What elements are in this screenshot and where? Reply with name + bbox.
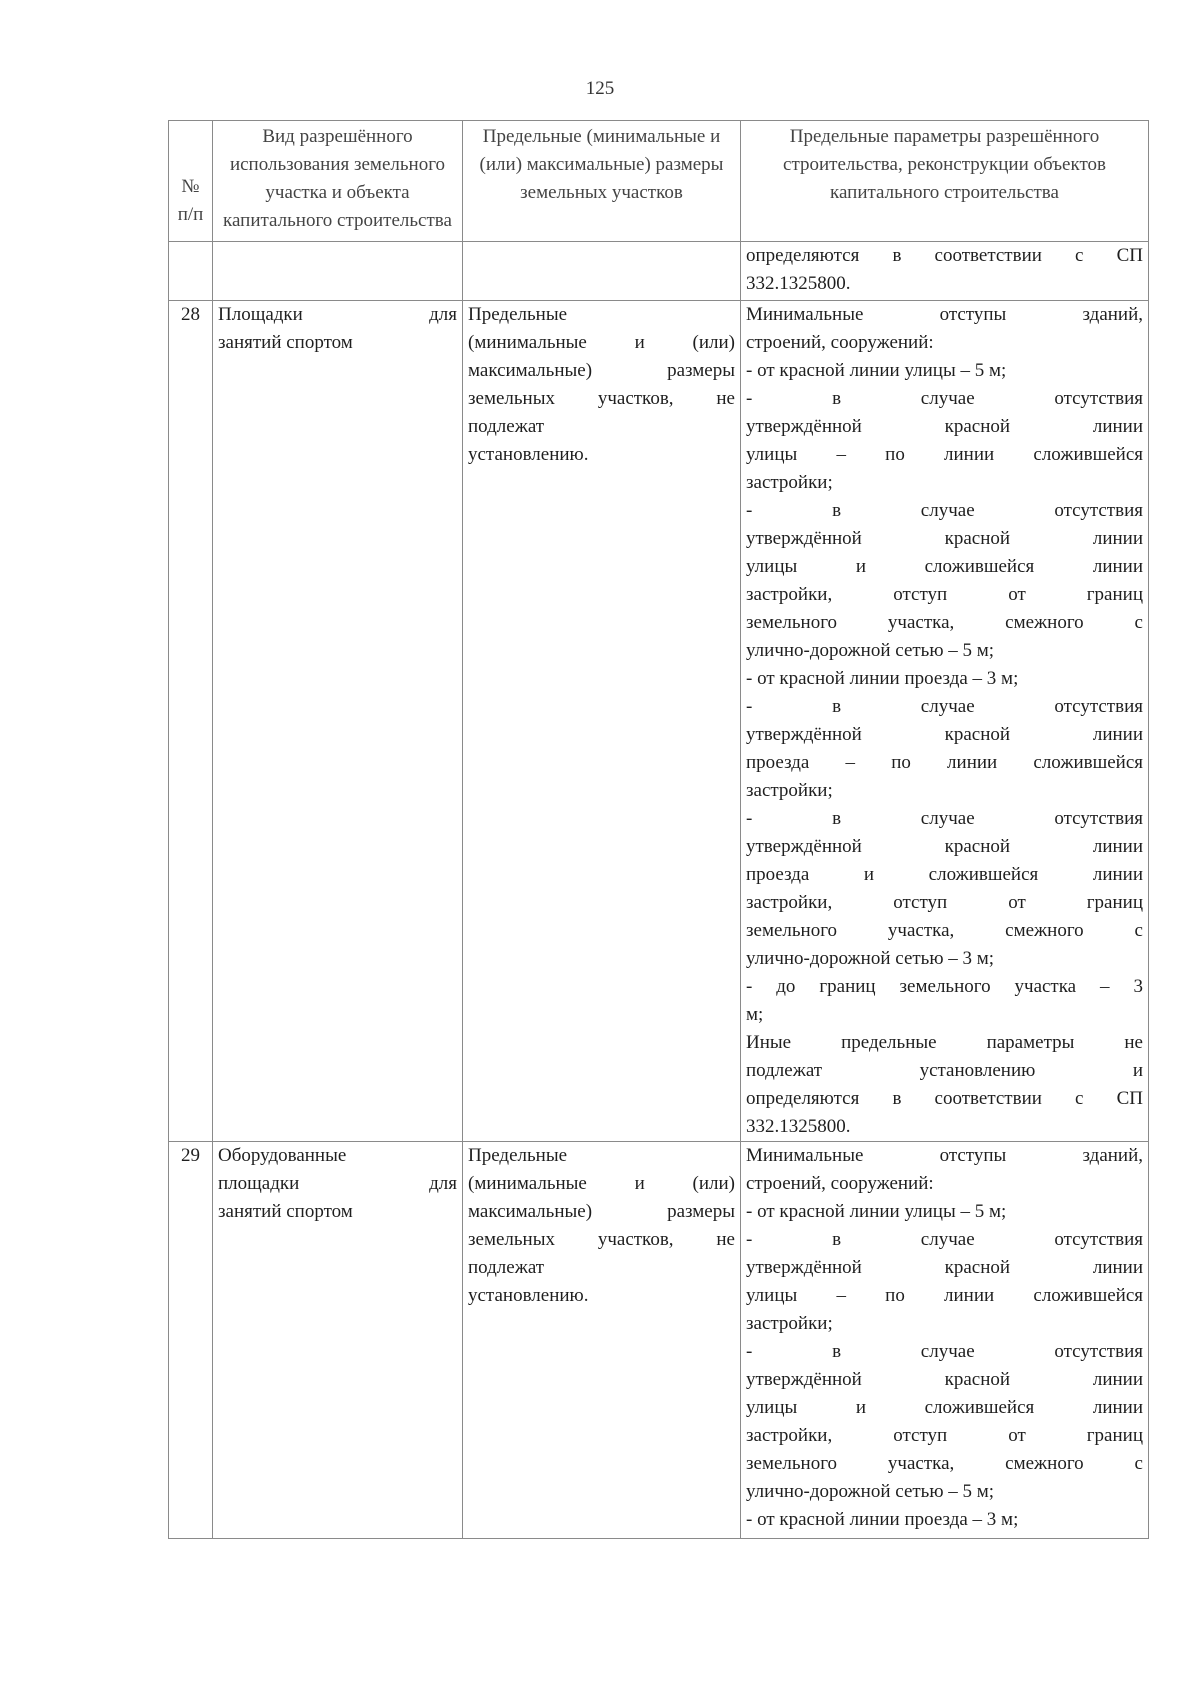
params-line: строений, сооружений: xyxy=(746,332,934,353)
build-params-cell xyxy=(741,1142,1149,1539)
params-line: земельного участка, смежного с xyxy=(746,1453,1143,1474)
cont-size-cell xyxy=(463,242,741,301)
params-line: проезда – по линии сложившейся xyxy=(746,752,1143,773)
params-line: Минимальные отступы зданий, xyxy=(746,1145,1143,1166)
params-line: утверждённой красной линии xyxy=(746,1369,1143,1390)
use-type-line: занятий спортом xyxy=(218,332,353,353)
size-line: подлежат xyxy=(468,416,545,437)
params-line: утверждённой красной линии xyxy=(746,836,1143,857)
params-line: подлежат установлению и xyxy=(746,1060,1143,1081)
table-header-row xyxy=(169,121,1149,242)
size-line: земельных участков, не xyxy=(468,1229,735,1250)
size-line: Предельные xyxy=(468,1145,568,1166)
params-line: 332.1325800. xyxy=(746,273,851,294)
header-number: № п/п xyxy=(169,121,213,242)
params-line: утверждённой красной линии xyxy=(746,416,1143,437)
params-line: строений, сооружений: xyxy=(746,1173,934,1194)
params-line: улицы и сложившейся линии xyxy=(746,556,1143,577)
header-plot-size: Предельные (минимальные и (или) максимальные) размеры земельных участков xyxy=(463,121,741,242)
header-use-type: Вид разрешённого использования земельного участка и объекта капитального строительства xyxy=(213,121,463,242)
params-line: застройки; xyxy=(746,780,833,801)
params-line: - в случае отсутствия xyxy=(746,1341,1143,1362)
cont-type-cell xyxy=(213,242,463,301)
size-line: максимальные) размеры xyxy=(468,360,735,381)
params-line: утверждённой красной линии xyxy=(746,528,1143,549)
size-line: подлежат xyxy=(468,1257,545,1278)
params-line: земельного участка, смежного с xyxy=(746,920,1143,941)
use-type-line: Площадки для xyxy=(218,304,457,325)
params-line: Иные предельные параметры не xyxy=(746,1032,1143,1053)
params-line: - до границ земельного участка – 3 xyxy=(746,976,1143,997)
use-type-cell xyxy=(213,301,463,1142)
params-line: застройки; xyxy=(746,472,833,493)
params-line: - от красной линии улицы – 5 м; xyxy=(746,360,1007,381)
use-type-line: Оборудованные xyxy=(218,1145,347,1166)
params-line: определяются в соответствии с СП xyxy=(746,245,1143,266)
row-number: 28 xyxy=(169,301,213,1142)
params-line: улицы и сложившейся линии xyxy=(746,1397,1143,1418)
params-line: утверждённой красной линии xyxy=(746,1257,1143,1278)
params-line: - в случае отсутствия xyxy=(746,808,1143,829)
build-params-cell xyxy=(741,301,1149,1142)
params-line: - от красной линии проезда – 3 м; xyxy=(746,1509,1019,1530)
plot-size-cell xyxy=(463,301,741,1142)
use-type-line: занятий спортом xyxy=(218,1201,353,1222)
header-build-params: Предельные параметры разрешённого строительства, реконструкции объектов капитального строительства xyxy=(741,121,1149,242)
params-line: застройки; xyxy=(746,1313,833,1334)
params-line: проезда и сложившейся линии xyxy=(746,864,1143,885)
table-row-continuation xyxy=(169,242,1149,301)
size-line: (минимальные и (или) xyxy=(468,1173,735,1194)
params-line: улично-дорожной сетью – 5 м; xyxy=(746,640,995,661)
params-line: утверждённой красной линии xyxy=(746,724,1143,745)
params-line: застройки, отступ от границ xyxy=(746,1425,1143,1446)
cont-num-cell xyxy=(169,242,213,301)
params-line: - в случае отсутствия xyxy=(746,696,1143,717)
params-line: улично-дорожной сетью – 3 м; xyxy=(746,948,995,969)
use-type-cell xyxy=(213,1142,463,1539)
params-line: застройки, отступ от границ xyxy=(746,892,1143,913)
size-line: установлению. xyxy=(468,1285,589,1306)
use-type-line: площадки для xyxy=(218,1173,457,1194)
params-line: улицы – по линии сложившейся xyxy=(746,444,1143,465)
land-use-table xyxy=(168,120,1149,1539)
params-line: - в случае отсутствия xyxy=(746,500,1143,521)
row-number: 29 xyxy=(169,1142,213,1539)
params-line: Минимальные отступы зданий, xyxy=(746,304,1143,325)
params-line: м; xyxy=(746,1004,764,1025)
params-line: - от красной линии проезда – 3 м; xyxy=(746,668,1019,689)
params-line: - от красной линии улицы – 5 м; xyxy=(746,1201,1007,1222)
page-number: 125 xyxy=(585,78,615,99)
params-line: улицы – по линии сложившейся xyxy=(746,1285,1143,1306)
size-line: максимальные) размеры xyxy=(468,1201,735,1222)
size-line: установлению. xyxy=(468,444,589,465)
size-line: земельных участков, не xyxy=(468,388,735,409)
params-line: улично-дорожной сетью – 5 м; xyxy=(746,1481,995,1502)
params-line: 332.1325800. xyxy=(746,1116,851,1137)
cont-params-cell xyxy=(741,242,1149,301)
plot-size-cell xyxy=(463,1142,741,1539)
size-line: (минимальные и (или) xyxy=(468,332,735,353)
table-row xyxy=(169,1142,1149,1539)
params-line: застройки, отступ от границ xyxy=(746,584,1143,605)
params-line: - в случае отсутствия xyxy=(746,388,1143,409)
params-line: земельного участка, смежного с xyxy=(746,612,1143,633)
size-line: Предельные xyxy=(468,304,568,325)
params-line: определяются в соответствии с СП xyxy=(746,1088,1143,1109)
params-line: - в случае отсутствия xyxy=(746,1229,1143,1250)
table-row xyxy=(169,301,1149,1142)
